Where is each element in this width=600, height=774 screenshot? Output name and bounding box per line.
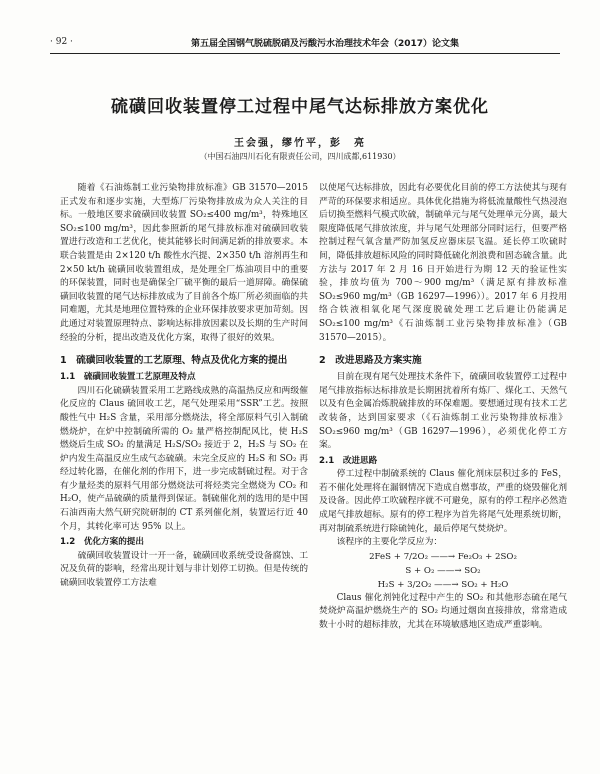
section-2-1-heading: 2.1 改进思路 bbox=[319, 455, 378, 466]
process-paragraph: 四川石化硫磺装置采用工艺路线成熟的高温热反应和两级催化反应的 Claus 硫回收工艺，尾气处理采用“SSR”工艺。按照酸性气中 H₂S 含量，采用部分燃烧法，将全部原料气引入制硫燃烧炉，在炉中控制硫所需的 O₂ 量严格控制配风比，使 H₂S 燃烧后生成 SO₂ 的量满足 H₂S/SO₂ 接近于 2，H₂S 与 SO₂ 在炉内发生高温反应生成气态硫磺。未完全反应的 H₂S 和 SO₂ 再经过转化器，在催化剂的作用下，进一步完成制硫过程。对于含有少量烃类的原料气用部分燃烧法可将烃类完全燃烧为 CO₂ 和 H₂O，使产品硫磺的质量得到保证。制硫催化剂的选用的是中国石油西南大然气研究院研制的 CT 系列催化剂，装置运行近 40 个月，其转化率可达 95% 以上。 bbox=[60, 385, 308, 532]
equation-2: S + O₂ ——→ SO₂ bbox=[405, 565, 481, 576]
intro-paragraph: 随着《石油炼制工业污染物排放标准》GB 31570—2015 正式发布和逐步实施，大型炼厂污染物排放成为众人关注的目标。一般地区要求硫磺回收装置 SO₂≤400 mg/m³，特殊地区 SO₂≤100 mg/m³，因此参照新的尾气排放标准对硫磺回收装置进行改造和工艺优化，使其能够长时间满足新的排放要求。本联合装置是由 2×120 t/h 酸性水汽提、2×350 t/h 溶剂再生和 2×50 kt/h 硫磺回收装置组成，是处理全厂炼油项目中的重要的环保装置，同时也是确保全厂硫平衡的最后一道屏障。确保硫磺回收装置的尾气达标排放成为了目前各个炼厂所必须面临的共同难题，尤其是地理位置特殊的企业环保排放要求更加苛刻。因此通过对装置原理特点、影响达标排放因素以及长期的生产时间经验的分析，提出改造及优化方案，取得了很好的效果。 bbox=[60, 183, 308, 343]
section-1-heading: 1 硫磺回收装置的工艺原理、特点及优化方案的提出 bbox=[60, 355, 288, 367]
approach-paragraph: 停工过程中制硫系统的 Claus 催化剂床层积过多的 FeS，若不催化处理将在漏钢情况下造成自燃事故，严重的烧毁催化剂及设备。因此停工吹硫程序就不可避免，原有的停工程序必然造成尾气排放超标。原有的停工程序为首先将尾气处理系统切断，再对制硫系统进行除硫钝化，最后停尾气焚烧炉。 bbox=[319, 469, 567, 534]
page-number: · 92 · bbox=[50, 37, 73, 47]
authors: 王会强，缪竹平，彭 亮 bbox=[234, 138, 366, 149]
equation-3: H₂S + 3/2O₂ ——→ SO₂ + H₂O bbox=[377, 579, 509, 590]
left-column bbox=[60, 182, 308, 591]
right-column bbox=[319, 182, 567, 633]
running-header bbox=[50, 34, 560, 50]
section-2-paragraph: 目前在现有尾气处理技术条件下，硫磺回收装置停工过程中尾气排放指标达标排放是长期困扰着所有炼厂、煤化工、天然气以及有色金属冶炼脱硫排放的环保难题。要想通过现有技术工艺改装备，达到国家要求（《石油炼制工业污染物排放标准》SO₂≤960 mg/m³（GB 16297—1996），必须优化停工方案。 bbox=[319, 372, 567, 451]
section-1-1-heading: 1.1 硫磺回收装置工艺原理及特点 bbox=[60, 372, 196, 383]
paper-title: 硫磺回收装置停工过程中尾气达标排放方案优化 bbox=[111, 97, 489, 117]
affiliation: （中国石油四川石化有限责任公司，四川成都,611930） bbox=[199, 152, 401, 161]
optimization-paragraph: 硫磺回收装置设计一开一备，硫磺回收系统受设备腐蚀、工况及负荷的影响，经常出现计划与非计划停工切换。但是传统的硫磺回收装置停工方法难 bbox=[60, 550, 308, 589]
header-rule bbox=[50, 53, 560, 54]
section-1-2-heading: 1.2 优化方案的提出 bbox=[60, 537, 144, 548]
equation-1: 2FeS + 7/2O₂ ——→ Fe₂O₃ + 2SO₂ bbox=[369, 551, 517, 562]
journal-title: 第五届全国钢气脱硫脱硝及污酸污水治理技术年会（2017）论文集 bbox=[190, 38, 460, 49]
continued-paragraph: 以使尾气达标排放，因此有必要优化目前的停工方法使其与现有严苛的环保要求相适应。具体优化措施为将低流量酸性气热浸泡后切换至燃料气模式吹硫，制硫单元与尾气处理单元分离，最大限度降低尾气排放浓度，并与尾气处理部分同时运行，但要严格控制过程气氧含量严防加氢反应器床层飞温。延长停工吹硫时间，降低排放超标风险的同时降低硫化剂浪费和固态硫含量。此方法与 2017 年 2 月 16 日开始进行为期 12 天的验证性实验，排放均值为 700～900 mg/m³（满足原有排放标准 SO₂≤960 mg/m³（GB 16297—1996））。2017 年 6 月投用络合铁液相氧化尾气深度脱硫处理工艺后避让仍能满足 SO₂≤100 mg/m³《石油炼制工业污染物排放标准》（GB 31570—2015）。 bbox=[319, 183, 567, 343]
reaction-intro: 该程序的主要化学反应为： bbox=[336, 537, 443, 548]
section-2-heading: 2 改进思路及方案实施 bbox=[319, 355, 422, 367]
claus-paragraph: Claus 催化剂钝化过程中产生的 SO₂ 和其他形态硫在尾气焚烧炉高温炉燃烧生产的 SO₂ 均通过烟囱直接排放，常常造成数十小时的超标排放，尤其在环境敏感地区造成严重影响。 bbox=[319, 592, 567, 631]
